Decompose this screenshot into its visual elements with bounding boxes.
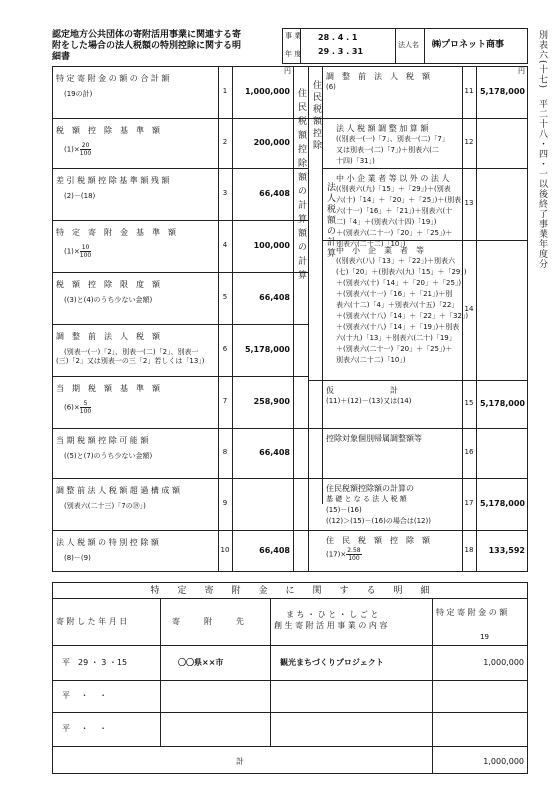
right-row-number: 15 bbox=[464, 399, 474, 407]
detail-row-destination: 〇〇県××市 bbox=[178, 657, 224, 667]
right-row-formula-text: ((別表一(一)「7」、別表一(二)「7」 bbox=[336, 135, 449, 143]
left-row-label: 当 期 税 額 控 除 可 能 額 bbox=[56, 436, 149, 445]
right-row-formula bbox=[336, 135, 449, 144]
right-row-formula-text: ＋(別表六(十八)「14」＋「19」)＋別表 bbox=[336, 323, 460, 331]
right-row-formula-text: 六(十一)「16」＋「21」)＋別表六(十 bbox=[336, 207, 453, 215]
left-row-number: 4 bbox=[222, 241, 228, 249]
left-row-formula-text: ((5)と(7)のうち少ない金額) bbox=[64, 452, 153, 460]
period-from: 28 . 4 . 1 bbox=[318, 33, 358, 42]
left-row-formula-text: (19の計) bbox=[64, 90, 93, 98]
mid-label-col2: 住民税額控除 bbox=[311, 80, 321, 152]
right-row-formula bbox=[336, 218, 437, 227]
detail-row-date: 平 29 ・ 3 ・15 bbox=[62, 657, 128, 667]
col-amount-num: 19 bbox=[480, 633, 489, 641]
left-row-number: 3 bbox=[222, 189, 228, 197]
detail-row-date: 平 ・ ・ bbox=[62, 691, 108, 700]
right-row-formula bbox=[326, 397, 411, 406]
right-row-formula-text: 二)「4」＋(別表六(十四)「19」) bbox=[336, 218, 437, 226]
left-row-formula bbox=[64, 90, 92, 99]
left-row-label: 特 定 寄 附 金 基 準 額 bbox=[56, 228, 176, 237]
right-row-formula-text: 十四)「31」) bbox=[336, 157, 375, 165]
form-title-line3: 細書 bbox=[52, 52, 71, 62]
left-row-formula-text: (2)－(18) bbox=[64, 192, 96, 200]
right-row-unit: 円 bbox=[518, 67, 525, 75]
right-row-formula-text: ((12)＞(15)－(16)の場合は(12)) bbox=[326, 517, 431, 525]
period-to: 29 . 3 . 31 bbox=[318, 47, 364, 56]
right-row-label: 住民税額控除額の計算の bbox=[326, 484, 414, 493]
detail-row-project: 観光まちづくりプロジェクト bbox=[280, 657, 384, 667]
right-row-formula-text: 基 礎 と な る 法 人 税 額 bbox=[326, 495, 407, 503]
fraction-denominator: 100 bbox=[79, 408, 92, 415]
right-row-formula-text: 別表六(二十二)「10」) bbox=[336, 356, 406, 364]
left-row-formula bbox=[64, 502, 146, 511]
left-row-label: 特 定 寄 附 金 の 額 の 合 計 額 bbox=[56, 74, 170, 83]
left-row-value: 100,000 bbox=[253, 241, 290, 250]
right-row-formula bbox=[336, 290, 452, 299]
right-row-formula bbox=[336, 345, 452, 354]
left-row-label: 調 整 前 法 人 税 額 超 過 構 成 額 bbox=[56, 486, 180, 495]
left-row-formula-text: (別表一(一)「2」、別表一(二)「2」、別表一 bbox=[64, 348, 199, 356]
mid-label-col3: 法人税額の計算 bbox=[325, 182, 335, 259]
left-row-label: 法 人 税 額 の 特 別 控 除 額 bbox=[56, 538, 159, 547]
year-label-top: 事 業 bbox=[285, 32, 302, 40]
right-row-formula-text: (15)－(16) bbox=[326, 506, 362, 514]
left-row-value: 5,178,000 bbox=[244, 345, 290, 354]
mid-label-col1: 住民税額控除額の計算額の計算 bbox=[296, 88, 306, 284]
left-row-number: 6 bbox=[222, 345, 228, 353]
right-row-formula-text: 表六(十二)「4」＋別表六(十五)「22」 bbox=[336, 301, 459, 309]
right-row-formula bbox=[336, 268, 467, 277]
right-row-number: 16 bbox=[464, 448, 474, 456]
left-row-formula-text: (8)－(9) bbox=[64, 554, 91, 562]
left-row-formula bbox=[64, 244, 91, 259]
right-row-label: 調 整 前 法 人 税 額 bbox=[326, 72, 430, 81]
total-value: 1,000,000 bbox=[483, 757, 524, 766]
left-row-label: 税 額 控 除 限 度 額 bbox=[56, 280, 160, 289]
total-label: 計 bbox=[236, 757, 244, 766]
left-row-formula-text: (6)× bbox=[64, 403, 80, 412]
side-form-label: 別表六(十七) 平二十八・四・一以後終了事業年度分 bbox=[537, 30, 547, 270]
right-row-formula-text: 又は別表一(二)「7」)＋別表六(二 bbox=[336, 146, 439, 154]
left-row-value: 66,408 bbox=[259, 293, 290, 302]
right-row-label: 中 小 企 業 者 等 bbox=[336, 246, 424, 255]
fraction-denominator: 100 bbox=[348, 555, 360, 562]
fraction-denominator: 100 bbox=[79, 252, 92, 259]
left-row-number: 10 bbox=[220, 546, 230, 554]
left-row-number: 8 bbox=[222, 448, 228, 456]
left-row-formula bbox=[64, 348, 199, 357]
left-row-formula-text: ((3)と(4)のうち少ない金額) bbox=[64, 296, 153, 304]
right-row-number: 17 bbox=[464, 499, 474, 507]
left-row-formula-text: (別表六(二十三)「7の⑲」) bbox=[64, 502, 146, 510]
form-title-line2: 附をした場合の法人税額の特別控除に関する明 bbox=[52, 41, 242, 51]
left-row-label: 差 引 税 額 控 除 基 準 額 残 額 bbox=[56, 176, 170, 185]
left-row-label: 当 期 税 額 基 準 額 bbox=[56, 384, 160, 393]
right-row-formula-text: (11)＋(12)－(13)又は(14) bbox=[326, 397, 412, 405]
col-project-header-1: ま ち ・ ひ と ・ し ご と bbox=[286, 610, 379, 619]
right-row-formula bbox=[326, 506, 362, 515]
right-row-number: 18 bbox=[464, 546, 474, 554]
right-row-formula bbox=[336, 196, 461, 205]
form-title-line1: 認定地方公共団体の寄附活用事業に関連する寄 bbox=[52, 30, 242, 40]
left-row-number: 1 bbox=[222, 87, 228, 95]
left-row-formula-text: (1)× bbox=[64, 145, 80, 154]
right-row-formula-text: ((別表六(九)「15」＋「29」)＋(別表 bbox=[336, 185, 451, 193]
left-row-fraction bbox=[80, 244, 91, 259]
right-row-formula-text: ＋(別表六(十一)「16」＋「21」)＋別 bbox=[336, 290, 453, 298]
right-row-formula bbox=[326, 83, 336, 92]
right-row-formula bbox=[336, 207, 452, 216]
right-row-formula-text: ＋(別表六(二十一)「20」＋「25」)＋ bbox=[336, 229, 453, 237]
left-row-formula bbox=[64, 142, 91, 157]
col-amount-header: 特 定 寄 附 金 の 額 bbox=[436, 608, 508, 617]
right-row-formula bbox=[336, 279, 461, 288]
right-row-formula bbox=[326, 547, 362, 562]
left-row-value: 66,408 bbox=[259, 546, 290, 555]
fraction-numerator: 2.58 bbox=[347, 547, 361, 554]
detail-row-amount: 1,000,000 bbox=[483, 657, 524, 667]
right-row-number: 12 bbox=[464, 138, 474, 146]
right-row-formula-text: (七)「20」＋(別表六(九)「15」＋「29」) bbox=[336, 268, 467, 276]
left-row-fraction bbox=[80, 400, 91, 415]
left-row-fraction bbox=[80, 142, 91, 157]
right-row-label: 控除対象個別帰属調整額等 bbox=[326, 434, 422, 443]
left-row-formula bbox=[64, 400, 91, 415]
left-row-value: 258,900 bbox=[253, 397, 290, 406]
right-row-formula bbox=[336, 185, 451, 194]
right-row-number: 13 bbox=[464, 199, 474, 207]
right-row-formula-text: ＋(別表六(二十一)「20」＋「25」)＋ bbox=[336, 345, 453, 353]
left-row-formula bbox=[64, 192, 95, 201]
year-label-bottom: 年 度 bbox=[285, 50, 302, 58]
right-row-label: 法 人 税 額 調 整 加 算 額 bbox=[336, 124, 429, 133]
right-row-label: 住 民 税 額 控 除 額 bbox=[326, 536, 430, 545]
left-row-number: 2 bbox=[222, 138, 228, 146]
left-row-label: 調 整 前 法 人 税 額 bbox=[56, 332, 160, 341]
right-row-label: 仮 計 bbox=[326, 386, 398, 395]
left-row-formula bbox=[64, 554, 91, 563]
right-row-formula-text: 別表六(二十二)「10」) bbox=[336, 240, 406, 248]
fraction-numerator: 5 bbox=[80, 400, 91, 408]
right-row-number: 14 bbox=[464, 305, 474, 313]
right-row-formula-text: ((別表六(八)「13」＋「22」)＋別表六 bbox=[336, 257, 455, 265]
right-row-formula-text: ＋(別表六(十)「14」＋「20」＋「25」) bbox=[336, 279, 462, 287]
right-row-value: 5,178,000 bbox=[479, 399, 525, 408]
left-row-number: 7 bbox=[222, 397, 228, 405]
col-date-header: 寄 附 し た 年 月 日 bbox=[56, 617, 128, 626]
right-row-formula bbox=[336, 257, 455, 266]
detail-row-date: 平 ・ ・ bbox=[62, 724, 108, 733]
right-row-formula bbox=[326, 495, 407, 504]
right-row-formula bbox=[336, 229, 452, 238]
left-row-label: 税 額 控 除 基 準 額 bbox=[56, 126, 160, 135]
left-row-number: 5 bbox=[222, 293, 228, 301]
left-row-formula bbox=[64, 296, 152, 305]
right-row-formula bbox=[336, 334, 456, 343]
right-row-formula bbox=[336, 301, 458, 310]
col-dest-header: 寄 附 先 bbox=[172, 617, 244, 626]
left-row-unit: 円 bbox=[284, 67, 291, 75]
right-row-formula-text: (6) bbox=[326, 83, 336, 91]
right-row-formula-text: (17)× bbox=[326, 550, 347, 559]
right-row-value: 5,178,000 bbox=[479, 499, 525, 508]
right-row-fraction bbox=[346, 547, 361, 562]
left-row-value: 200,000 bbox=[253, 138, 290, 147]
right-row-formula bbox=[336, 146, 439, 155]
fraction-numerator: 10 bbox=[81, 244, 90, 251]
left-row-number: 9 bbox=[222, 499, 228, 507]
right-row-formula bbox=[336, 157, 375, 166]
left-row-value: 66,408 bbox=[259, 189, 290, 198]
left-row-value: 66,408 bbox=[259, 448, 290, 457]
corp-name: ㈱プロネット商事 bbox=[432, 40, 505, 50]
right-row-value: 133,592 bbox=[488, 546, 525, 555]
right-row-value: 5,178,000 bbox=[479, 87, 525, 96]
col-project-header-2: 創 生 寄 附 活 用 事 業 の 内 容 bbox=[274, 621, 388, 630]
right-row-formula-text: 六(十)「14」＋「20」＋「25」)＋(別表 bbox=[336, 196, 462, 204]
right-row-formula bbox=[336, 323, 459, 332]
right-row-formula bbox=[326, 517, 431, 526]
left-row-formula-2: (三)「2」又は別表一の三「2」若しくは「13」) bbox=[56, 357, 205, 365]
right-row-formula-text: 六(十九)「13」＋別表六(二十)「19」 bbox=[336, 334, 456, 342]
left-row-value: 1,000,000 bbox=[244, 87, 290, 96]
right-row-number: 11 bbox=[464, 87, 474, 95]
fraction-denominator: 100 bbox=[79, 150, 92, 157]
fraction-numerator: 20 bbox=[81, 142, 90, 149]
right-row-formula bbox=[336, 312, 468, 321]
right-row-formula bbox=[336, 356, 406, 365]
right-row-formula-text: ＋(別表六(十八)「14」＋「22」＋「32」) bbox=[336, 312, 469, 320]
right-row-label: 中 小 企 業 者 等 以 外 の 法 人 bbox=[336, 174, 450, 183]
corp-label: 法人名 bbox=[398, 41, 419, 49]
left-row-formula bbox=[64, 452, 152, 461]
left-row-formula-text: (1)× bbox=[64, 247, 80, 256]
detail-title: 特 定 寄 附 金 に 関 す る 明 細 bbox=[150, 586, 430, 596]
